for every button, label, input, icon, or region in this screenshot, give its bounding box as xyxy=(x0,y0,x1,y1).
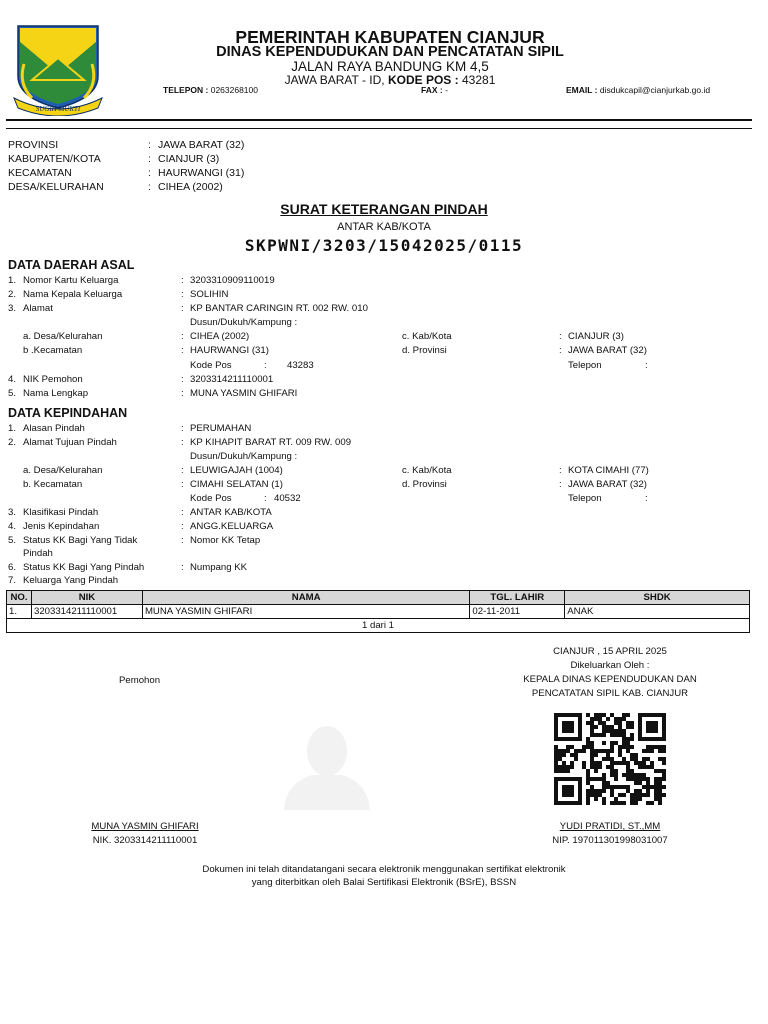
field-num: 4. xyxy=(8,374,17,385)
field-colon: : xyxy=(181,437,184,448)
header-fax: FAX : - xyxy=(421,85,448,95)
table-header: NAMA xyxy=(142,591,469,605)
field-value: KP KIHAPIT BARAT RT. 009 RW. 009 xyxy=(190,437,352,448)
field-label: c. Kab/Kota xyxy=(402,331,452,342)
place-date: CIANJUR , 15 APRIL 2025 xyxy=(553,646,667,657)
field-label: Kode Pos xyxy=(190,493,232,504)
field-colon: : xyxy=(559,479,562,490)
header-region: JAWA BARAT - ID, KODE POS : 43281 xyxy=(284,73,496,87)
footer-line1: Dokumen ini telah ditandatangani secara elektronik menggunakan sertifikat elektronik xyxy=(202,864,566,875)
header-divider-thick xyxy=(6,119,752,121)
field-value: Nomor KK Tetap xyxy=(190,535,261,546)
issued-by: Dikeluarkan Oleh : xyxy=(570,660,650,671)
field-colon: : xyxy=(181,535,184,546)
field-colon: : xyxy=(181,388,184,399)
table-cell: 02-11-2011 xyxy=(470,605,565,619)
header-agency: DINAS KEPENDUDUKAN DAN PENCATATAN SIPIL xyxy=(216,44,564,60)
field-colon: : xyxy=(181,507,184,518)
field-label: d. Provinsi xyxy=(402,479,447,490)
header-divider-thin xyxy=(6,128,752,129)
table-pagination-row xyxy=(7,619,750,633)
field-label: Nama Kepala Keluarga xyxy=(23,289,123,300)
table-cell: MUNA YASMIN GHIFARI xyxy=(142,605,469,619)
official-nip: NIP. 197011301998031007 xyxy=(552,835,668,846)
field-colon: : xyxy=(559,345,562,356)
applicant-nik: NIK. 3203314211110001 xyxy=(92,835,198,846)
applicant-name: MUNA YASMIN GHIFARI xyxy=(91,821,199,832)
field-label: Nomor Kartu Keluarga xyxy=(23,275,119,286)
region-label: KABUPATEN/KOTA xyxy=(8,153,101,165)
field-label: Keluarga Yang Pindah xyxy=(23,575,119,586)
field-colon: : xyxy=(181,275,184,286)
field-label: Klasifikasi Pindah xyxy=(23,507,99,518)
region-label: DESA/KELURAHAN xyxy=(8,181,104,193)
field-label: Status KK Bagi Yang Tidak xyxy=(23,535,138,546)
field-label: a. Desa/Kelurahan xyxy=(23,465,103,476)
region-colon: : xyxy=(148,139,151,151)
field-value: KOTA CIMAHI (77) xyxy=(568,465,649,476)
field-colon: : xyxy=(181,345,184,356)
table-row xyxy=(7,605,750,619)
field-colon: : xyxy=(645,360,648,371)
field-colon: : xyxy=(181,303,184,314)
field-colon: : xyxy=(645,493,648,504)
applicant-label: Pemohon xyxy=(119,675,161,686)
region-value: JAWA BARAT (32) xyxy=(158,139,245,151)
field-label-cont: Pindah xyxy=(23,548,53,559)
field-value: 43283 xyxy=(287,360,314,371)
region-label: KECAMATAN xyxy=(8,167,72,179)
field-num: 4. xyxy=(8,521,17,532)
field-value: 3203314211110001 xyxy=(190,374,274,385)
field-label: b .Kecamatan xyxy=(23,345,83,356)
regency-logo xyxy=(10,24,106,116)
field-label: Alasan Pindah xyxy=(23,423,85,434)
field-colon: : xyxy=(181,465,184,476)
field-colon: : xyxy=(181,331,184,342)
field-num: 7. xyxy=(8,575,17,586)
field-label: a. Desa/Kelurahan xyxy=(23,331,103,342)
field-value: LEUWIGAJAH (1004) xyxy=(190,465,283,476)
field-colon: : xyxy=(181,479,184,490)
table-header: NO. xyxy=(7,591,32,605)
field-num: 2. xyxy=(8,289,17,300)
table-page-indicator: 1 dari 1 xyxy=(7,619,750,633)
section-heading-asal: DATA DAERAH ASAL xyxy=(8,258,135,272)
field-value: PERUMAHAN xyxy=(190,423,252,434)
field-num: 1. xyxy=(8,423,17,434)
field-colon: : xyxy=(181,423,184,434)
field-value: ANGG.KELUARGA xyxy=(190,521,274,532)
field-value: KP BANTAR CARINGIN RT. 002 RW. 010 xyxy=(190,303,368,314)
family-table xyxy=(6,590,750,633)
field-label: Telepon xyxy=(568,493,602,504)
field-value: MUNA YASMIN GHIFARI xyxy=(190,388,298,399)
field-num: 3. xyxy=(8,303,17,314)
table-header: NIK xyxy=(31,591,142,605)
table-header: TGL. LAHIR xyxy=(470,591,565,605)
field-label: NIK Pemohon xyxy=(23,374,83,385)
field-value: Numpang KK xyxy=(190,562,248,573)
field-colon: : xyxy=(264,493,267,504)
field-num: 3. xyxy=(8,507,17,518)
document-subtitle: ANTAR KAB/KOTA xyxy=(337,221,431,233)
field-num: 2. xyxy=(8,437,17,448)
logo-motto: SUGIH MUKTI xyxy=(35,105,81,113)
field-value: JAWA BARAT (32) xyxy=(568,345,647,356)
field-value: CIHEA (2002) xyxy=(190,331,250,342)
field-num: 5. xyxy=(8,535,17,546)
table-cell: 1. xyxy=(7,605,32,619)
office-line1: KEPALA DINAS KEPENDUDUKAN DAN xyxy=(523,674,697,685)
field-num: 6. xyxy=(8,562,17,573)
header-telepon: TELEPON : 0263268100 xyxy=(163,85,258,95)
field-colon: : xyxy=(181,521,184,532)
table-header-row xyxy=(7,591,750,605)
field-label: Jenis Kepindahan xyxy=(23,521,100,532)
field-value: 40532 xyxy=(274,493,301,504)
field-value: ANTAR KAB/KOTA xyxy=(190,507,272,518)
region-value: CIANJUR (3) xyxy=(158,153,220,165)
header-government: PEMERINTAH KABUPATEN CIANJUR xyxy=(235,27,545,47)
header-email: EMAIL : disdukcapil@cianjurkab.go.id xyxy=(566,85,711,95)
header-address: JALAN RAYA BANDUNG KM 4,5 xyxy=(291,59,489,74)
field-label: Kode Pos xyxy=(190,360,232,371)
table-cell: ANAK xyxy=(565,605,750,619)
table-cell: 3203314211110001 xyxy=(31,605,142,619)
field-colon: : xyxy=(559,465,562,476)
field-label: Alamat Tujuan Pindah xyxy=(23,437,117,448)
field-dusun: Dusun/Dukuh/Kampung : xyxy=(190,451,298,462)
region-value: HAURWANGI (31) xyxy=(158,167,245,179)
field-value: 3203310909110019 xyxy=(190,275,275,286)
field-value: JAWA BARAT (32) xyxy=(568,479,647,490)
field-label: Status KK Bagi Yang Pindah xyxy=(23,562,145,573)
field-colon: : xyxy=(181,374,184,385)
qr-code xyxy=(554,713,666,805)
field-colon: : xyxy=(181,562,184,573)
region-label: PROVINSI xyxy=(8,139,59,151)
field-value: CIMAHI SELATAN (1) xyxy=(190,479,283,490)
region-colon: : xyxy=(148,153,151,165)
field-label: c. Kab/Kota xyxy=(402,465,452,476)
field-label: Alamat xyxy=(23,303,53,314)
field-value: HAURWANGI (31) xyxy=(190,345,269,356)
field-label: d. Provinsi xyxy=(402,345,447,356)
field-colon: : xyxy=(181,289,184,300)
person-placeholder-icon xyxy=(282,725,372,810)
section-heading-kepindahan: DATA KEPINDAHAN xyxy=(8,406,128,420)
field-num: 1. xyxy=(8,275,17,286)
field-label: b. Kecamatan xyxy=(23,479,83,490)
field-colon: : xyxy=(264,360,267,371)
table-header: SHDK xyxy=(565,591,750,605)
field-label: Nama Lengkap xyxy=(23,388,89,399)
field-num: 5. xyxy=(8,388,17,399)
field-label: Telepon xyxy=(568,360,602,371)
region-value: CIHEA (2002) xyxy=(158,181,223,193)
field-value: SOLIHIN xyxy=(190,289,229,300)
office-line2: PENCATATAN SIPIL KAB. CIANJUR xyxy=(531,688,689,699)
footer-line2: yang diterbitkan oleh Balai Sertifikasi Elektronik (BSrE), BSSN xyxy=(251,877,517,888)
field-value: CIANJUR (3) xyxy=(568,331,624,342)
document-title: SURAT KETERANGAN PINDAH xyxy=(280,201,488,217)
region-colon: : xyxy=(148,181,151,193)
official-name: YUDI PRATIDI, ST.,MM xyxy=(559,821,661,832)
region-colon: : xyxy=(148,167,151,179)
field-colon: : xyxy=(559,331,562,342)
field-dusun: Dusun/Dukuh/Kampung : xyxy=(190,317,298,328)
document-number: SKPWNI/3203/15042025/0115 xyxy=(244,236,524,255)
